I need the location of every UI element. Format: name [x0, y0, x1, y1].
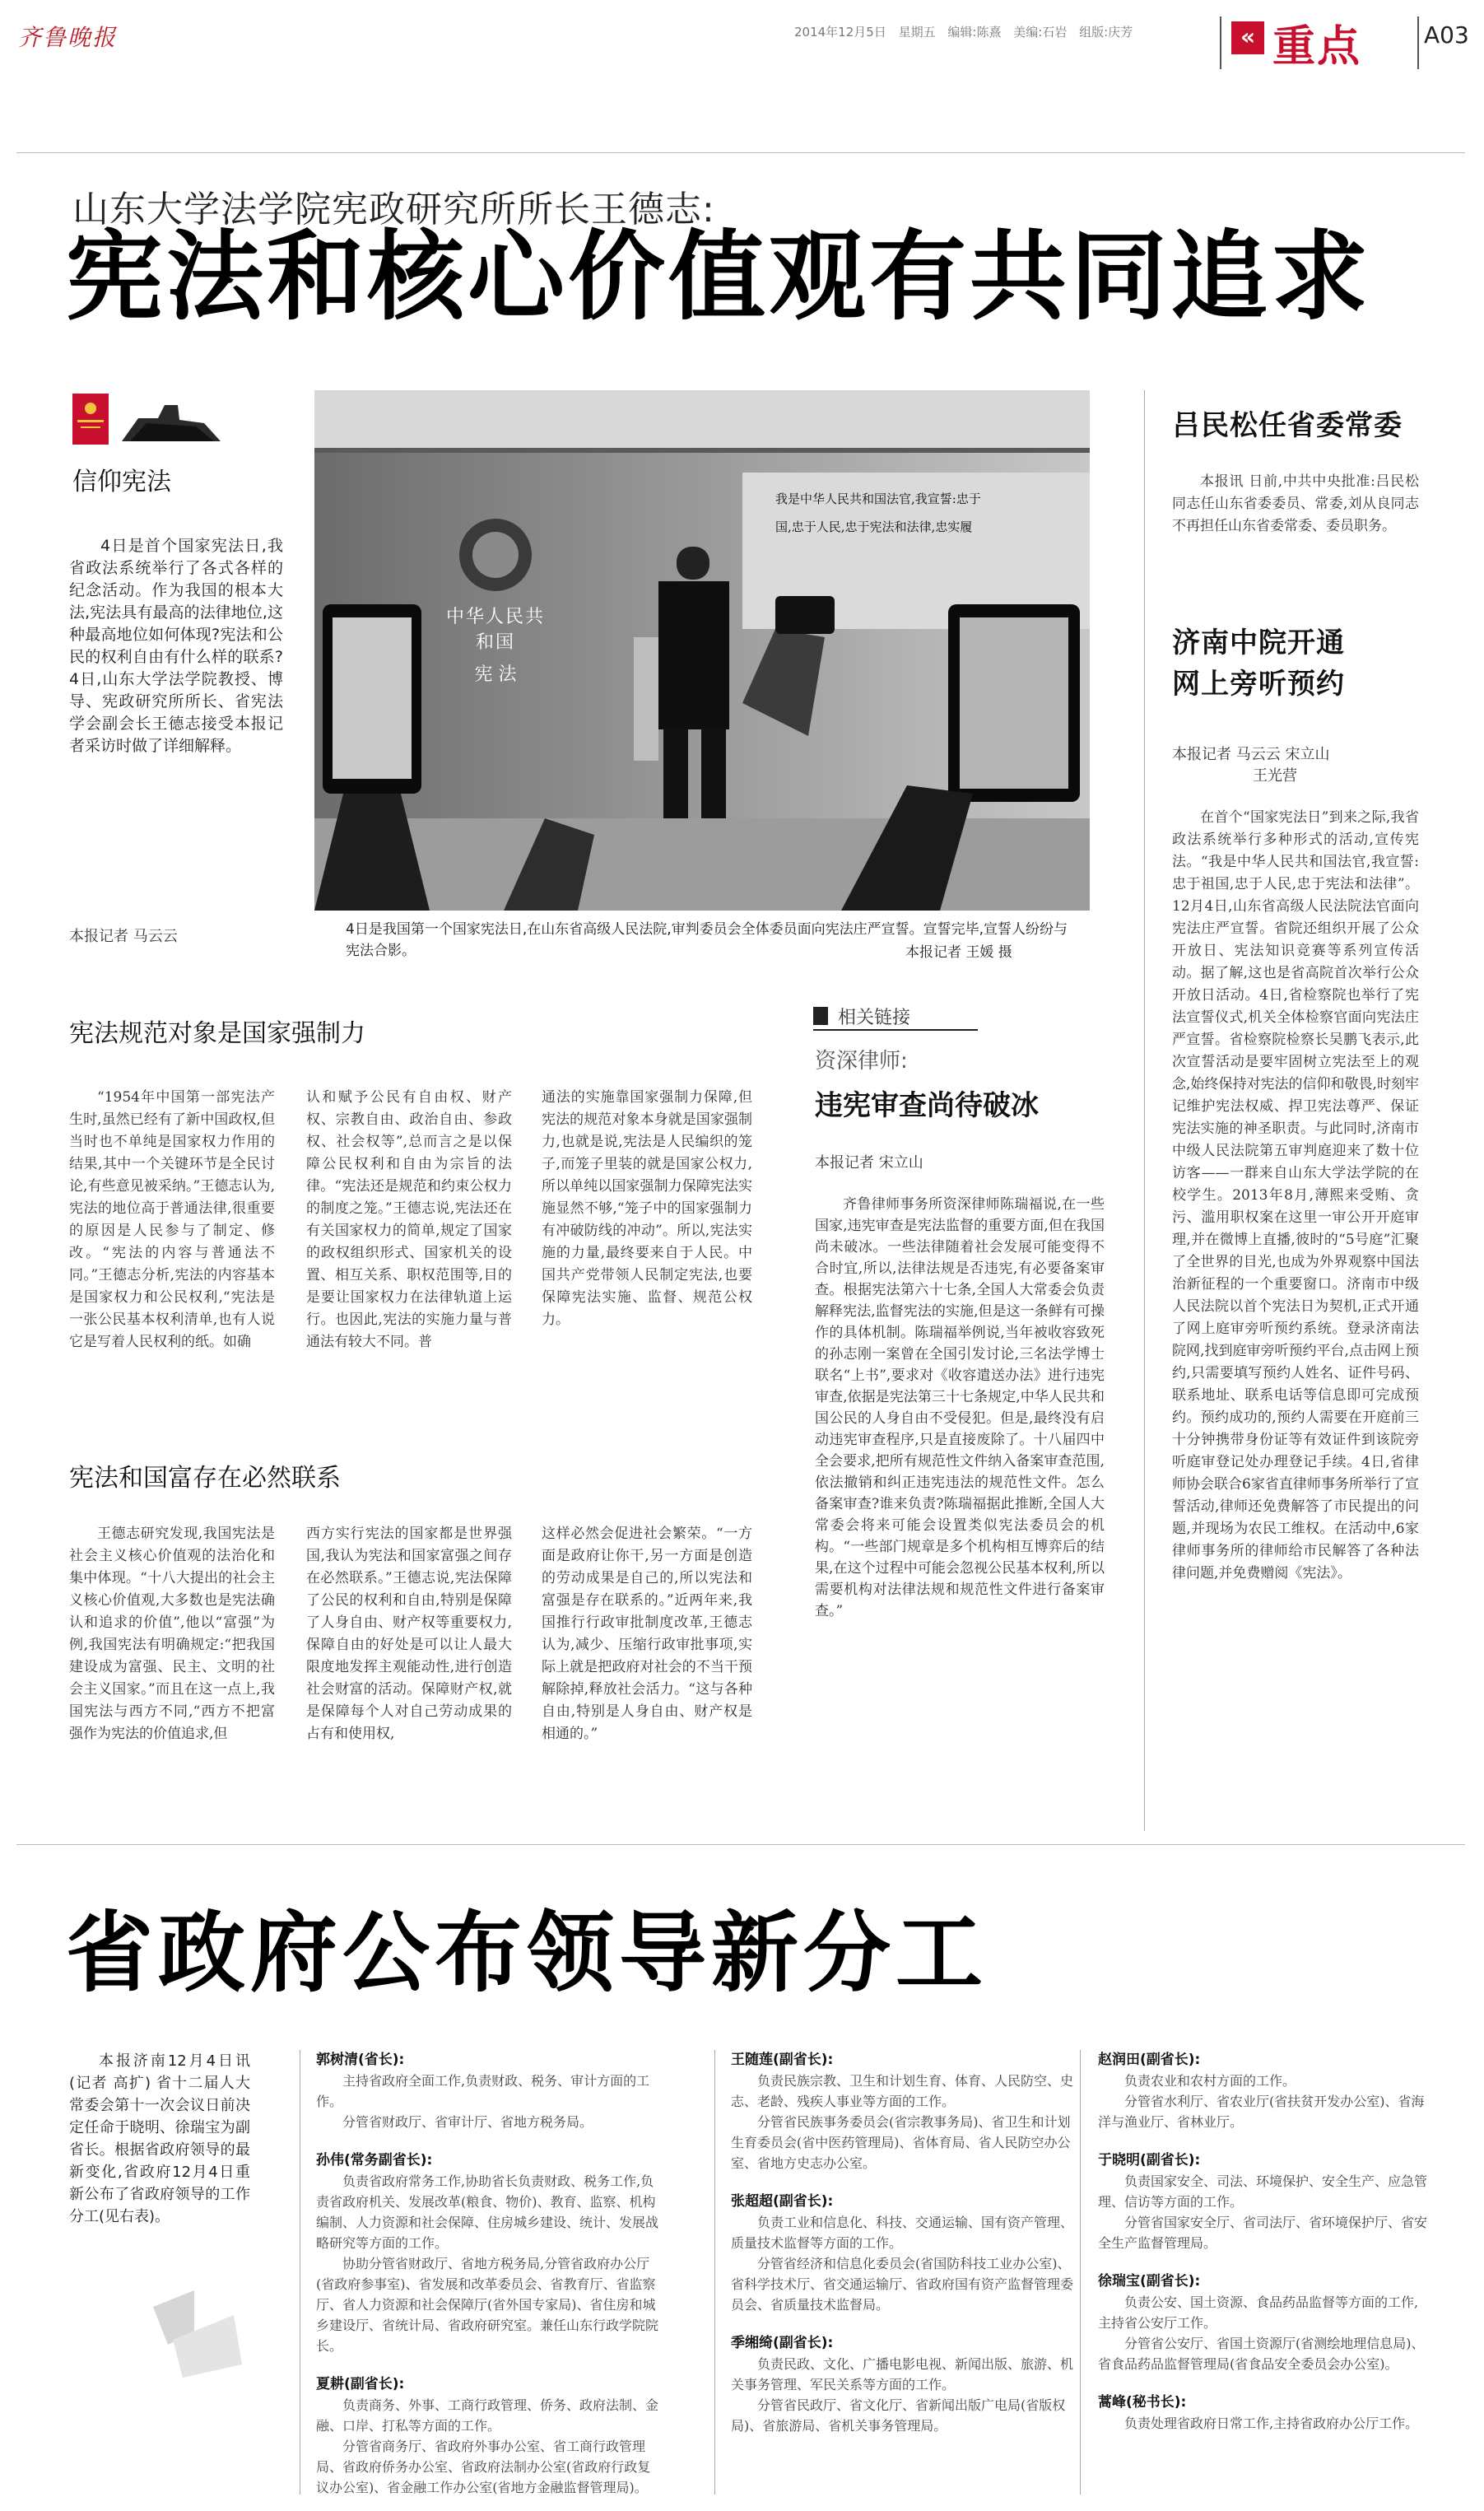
leader-offices: 分管省商务厅、省政府外事办公室、省工商行政管理局、省政府侨务办公室、省政府法制办公室(省政府行政复议办公室)、省金融工作办公室(省地方金融监督管理局)。	[316, 2439, 651, 2495]
column-divider	[1144, 390, 1145, 1831]
leader-entry	[731, 2050, 1077, 2173]
section1-title: 宪法规范对象是国家强制力	[69, 1019, 365, 1048]
quote-mark-icon	[145, 2282, 250, 2381]
photo-caption: 4日是我国第一个国家宪法日,在山东省高级人民法院,审判委员会全体委员面向宪法庄严宣誓。宣誓完毕,宣誓人纷纷与宪法合影。	[346, 921, 1068, 959]
leader-duty: 负责国家安全、司法、环境保护、安全生产、应急管理、信访等方面的工作。	[1098, 2173, 1428, 2210]
leader-entry	[1098, 2050, 1427, 2132]
leader-offices: 分管省水利厅、省农业厅(省扶贫开发办公室)、省海洋与渔业厅、省林业厅。	[1098, 2094, 1425, 2130]
photo-credit: 本报记者 王媛 摄	[905, 944, 1012, 961]
section1-col1: “1954年中国第一部宪法产生时,虽然已经有了新中国政权,但当时也不单纯是国家权力作用的结果,其中一个关键环节是全民讨论,有些意见被采纳。”王德志认为,宪法的地位高于普通法律,很重要的原因是人民参与了制定、修改。“宪法的内容与普通法不同。”王德志分析,宪法的内容基本是国家权力和公民权利,“宪法是一张公民基本权利清单,也有人说它是写着人民权利的纸。如确	[69, 1089, 275, 1350]
issue-info	[794, 23, 1133, 40]
leader-duty: 负责民族宗教、卫生和计划生育、体育、人民防空、史志、老龄、残疾人事业等方面的工作。	[731, 2073, 1074, 2109]
section2-title: 宪法和国富存在必然联系	[69, 1464, 341, 1493]
leader-entry	[1098, 2271, 1427, 2374]
leader-offices: 分管省经济和信息化委员会(省国防科技工业办公室)、省科学技术厅、省交通运输厅、省政府国有资产监督管理委员会、省质量技术监督局。	[731, 2256, 1074, 2313]
leader-entry	[1098, 2150, 1427, 2253]
news-photo	[314, 390, 1090, 911]
leader-entry	[316, 2150, 662, 2356]
section2-col1: 王德志研究发现,我国宪法是社会主义核心价值观的法治化和集中体现。“十八大提出的社会主义核心价值观,大多数也是宪法确认和追求的价值”,他以“富强”为例,我国宪法有明确规定:“把我国建设成为富强、民主、文明的社会主义国家。”而且在这一点上,我国宪法与西方不同,“西方不把富强作为宪法的价值追求,但	[69, 1526, 275, 1742]
issue-weekday: 星期五	[898, 25, 936, 40]
related-body: 齐鲁律师事务所资深律师陈瑞福说,在一些国家,违宪审查是宪法监督的重要方面,但在我国尚未破冰。一些法律随着社会发展可能变得不合时宜,所以,法律法规是否违宪,有必要备案审查。根据宪法第六十七条,全国人大常委会负责解释宪法,监督宪法的实施,但是这一条鲜有可操作的具体机制。陈瑞福举例说,当年被收容致死的孙志刚一案曾在全国引发讨论,三名法学博士联名“上书”,要求对《收容遣送办法》进行违宪审查,依据是宪法第三十七条规定,中华人民共和国公民的人身自由不受侵犯。但是,最终没有启动违宪审查程序,只是直接废除了。十八届四中全会要求,把所有规范性文件纳入备案审查范围,依法撤销和纠正违宪违法的规范性文件。怎么备案审查?谁来负责?陈瑞福据此推断,全国人大常委会将来可能会设置类似宪法委员会的机构。“一些部门规章是多个机构相互博弈后的结果,在这个过程中可能会忽视公民基本权利,所以需要机构对法律法规和规范性文件进行备案审查。”	[815, 1196, 1105, 1619]
story-byline-jinan-court-2: 王光营	[1253, 767, 1297, 785]
leader-duty: 负责农业和农村方面的工作。	[1124, 2073, 1296, 2089]
related-kicker: 资深律师:	[815, 1049, 908, 1074]
leader-offices: 分管省公安厅、省国土资源厅(省测绘地理信息局)、省食品药品监督管理局(省食品安全委员会办公室)。	[1098, 2336, 1425, 2372]
leader-entry	[731, 2333, 1077, 2436]
leader-name: 季缃绮(副省长):	[731, 2335, 834, 2351]
related-byline: 本报记者 宋立山	[815, 1154, 923, 1172]
leader-entry	[1098, 2392, 1427, 2434]
leaders-column-3	[1098, 2050, 1427, 2452]
leader-name: 徐瑞宝(副省长):	[1098, 2273, 1201, 2290]
leader-duty: 负责工业和信息化、科技、交通运输、国有资产管理、质量技术监督等方面的工作。	[731, 2215, 1074, 2251]
leader-duty: 主持省政府全面工作,负责财政、税务、审计方面的工作。	[316, 2073, 650, 2109]
story-byline-jinan-court: 本报记者 马云云 宋立山	[1172, 746, 1330, 763]
leader-name: 蒿峰(秘书长):	[1098, 2394, 1187, 2411]
leader-name: 赵润田(副省长):	[1098, 2052, 1201, 2068]
layout-credit: 组版:庆芳	[1079, 25, 1133, 40]
emblem-caption-1: 中华人民共和国	[445, 607, 545, 653]
editor-credit: 编辑:陈熹	[947, 25, 1002, 40]
section1-col3: 通法的实施靠国家强制力保障,但宪法的规范对象本身就是国家强制力,也就是说,宪法是人民编织的笼子,而笼子里装的就是国家公权力,所以单纯以国家强制力保障宪法实施显然不够,“笼子中的国家强制力有冲破防线的冲动”。所以,宪法实施的力量,最终要来自于人民。中国共产党带领人民制定宪法,也要保障宪法实施、监督、规范公权力。	[542, 1089, 752, 1328]
leader-duty: 负责处理省政府日常工作,主持省政府办公厅工作。	[1124, 2415, 1419, 2431]
leader-offices: 分管省国家安全厅、省司法厅、省环境保护厅、省安全生产监督管理局。	[1098, 2215, 1428, 2251]
section-name: 重点	[1272, 22, 1362, 72]
masthead-logo: 齐鲁晚报	[18, 24, 118, 51]
art-credit: 美编:石岩	[1013, 25, 1068, 40]
leader-duty: 负责省政府常务工作,协助省长负责财政、税务工作,负责省政府机关、发展改革(粮食、物价)、教育、监察、机构编制、人力资源和社会保障、住房城乡建设、统计、发展战略研究等方面的工作。	[316, 2173, 659, 2251]
story-body-lv-minsong: 本报讯 日前,中共中央批准:吕民松同志任山东省委委员、常委,刘从良同志不再担任山东省委常委、委员职务。	[1172, 473, 1419, 534]
section2-col2: 西方实行宪法的国家都是世界强国,我认为宪法和国家富强之间存在必然联系。”王德志说,宪法保障了公民的权利和自由,特别是保障了人身自由、财产权等重要权力,保障自由的好处是可以让人最大限度地发挥主观能动性,进行创造社会财富的活动。保障财产权,就是保障每个人对自己劳动成果的占有和使用权,	[306, 1526, 512, 1742]
header-divider	[1220, 16, 1221, 69]
leader-entry	[316, 2374, 662, 2498]
constitution-book-icon	[72, 390, 229, 466]
header-rule	[16, 152, 1465, 153]
main-headline: 宪法和核心价值观有共同追求	[66, 220, 1372, 333]
leader-offices: 分管省财政厅、省审计厅、省地方税务局。	[342, 2114, 593, 2130]
page-number: A03	[1424, 21, 1469, 49]
issue-date: 2014年12月5日	[794, 25, 886, 40]
screen-oath-line-1: 我是中华人民共和国法官,我宣誓:忠于	[775, 491, 981, 506]
emblem-caption-2: 宪 法	[474, 664, 517, 685]
division-headline: 省政府公布领导新分工	[66, 1903, 988, 2004]
leader-entry	[731, 2192, 1077, 2315]
leader-offices: 分管省民族事务委员会(省宗教事务局)、省卫生和计划生育委员会(省中医药管理局)、省体育局、省人民防空办公室、省地方史志办公室。	[731, 2114, 1071, 2171]
story-title-jinan-court-2: 网上旁听预约	[1172, 668, 1345, 701]
related-title: 违宪审查尚待破冰	[815, 1089, 1039, 1122]
story-title-lv-minsong: 吕民松任省委常委	[1172, 409, 1403, 442]
leader-name: 于晓明(副省长):	[1098, 2152, 1201, 2169]
leader-duty: 负责公安、国土资源、食品药品监督等方面的工作,主持省公安厅工作。	[1098, 2294, 1419, 2331]
section1-col2: 认和赋予公民有自由权、财产权、宗教自由、政治自由、参政权、社会权等”,总而言之是以保障公民权利和自由为宗旨的法律。“宪法还是规范和约束公权力的制度之笼。”王德志说,宪法还在有关国家权力的简单,规定了国家的政权组织形式、国家机关的设置、相互关系、职权范围等,目的是要让国家权力在法律轨道上运行。也因此,宪法的实施力量与普通法有较大不同。普	[306, 1089, 512, 1350]
related-link-tag: 相关链接	[813, 1004, 978, 1031]
leader-offices: 分管省民政厅、省文化厅、省新闻出版广电局(省版权局)、省旅游局、省机关事务管理局。	[731, 2397, 1066, 2434]
intro-title: 信仰宪法	[72, 468, 171, 496]
leader-divider-2	[714, 2050, 715, 2495]
leader-offices: 协助分管省财政厅、省地方税务局,分管省政府办公厅(省政府参事室)、省发展和改革委员会、省教育厅、省监察厅、省人力资源和社会保障厅(省外国专家局)、省住房和城乡建设厅、省统计局、省政府研究室。兼任山东行政学院院长。	[316, 2256, 659, 2354]
story-title-jinan-court-1: 济南中院开通	[1172, 627, 1345, 659]
leaders-column-2	[731, 2050, 1077, 2454]
court-oath-photo	[314, 390, 1090, 911]
section2-col3: 这样必然会促进社会繁荣。“一方面是政府让你干,另一方面是创造的劳动成果是自己的,所以宪法和富强是存在联系的。”近两年来,我国推行行政审批制度改革,王德志认为,减少、压缩行政审批事项,实际上就是把政府对社会的不当干预解除掉,释放社会活力。“这与各种自由,特别是人身自由、财产权是相通的。”	[542, 1526, 752, 1742]
leader-name: 夏耕(副省长):	[316, 2376, 405, 2392]
leader-duty: 负责民政、文化、广播电影电视、新闻出版、旅游、机关事务管理、军民关系等方面的工作。	[731, 2356, 1074, 2392]
leader-entry	[316, 2050, 662, 2132]
screen-oath-line-2: 国,忠于人民,忠于宪法和法律,忠实履	[775, 519, 973, 534]
leader-name: 张超超(副省长):	[731, 2193, 834, 2210]
intro-paragraph: 4日是首个国家宪法日,我省政法系统举行了各式各样的纪念活动。作为我国的根本大法,宪法具有最高的法律地位,这种最高地位如何体现?宪法和公民的权利自由有什么样的联系?4日,山东大学法学院教授、博导、宪政研究所所长、省宪法学会副会长王德志接受本报记者采访时做了详细解释。	[69, 537, 283, 755]
division-intro: 本报济南12月4日讯(记者 高扩) 省十二届人大常委会第十一次会议日前决定任命于晓明、徐瑞宝为副省长。根据省政府领导的最新变化,省政府12月4日重新公布了省政府领导的工作分工(见右表)。	[69, 2052, 250, 2225]
leader-name: 孙伟(常务副省长):	[316, 2152, 433, 2169]
article-byline: 本报记者 马云云	[69, 928, 178, 945]
headline-kicker: 山东大学法学院宪政研究所所长王德志:	[72, 189, 715, 231]
leader-name: 郭树清(省长):	[316, 2052, 405, 2068]
header-divider-2	[1417, 16, 1419, 69]
leaders-column-1	[316, 2050, 662, 2511]
section-chevron-icon: «	[1231, 21, 1264, 54]
leader-divider-3	[1080, 2050, 1081, 2495]
leader-name: 王随莲(副省长):	[731, 2052, 834, 2068]
section-rule	[16, 1844, 1465, 1845]
story-body-jinan-court: 在首个“国家宪法日”到来之际,我省政法系统举行多种形式的活动,宣传宪法。“我是中华人民共和国法官,我宣誓:忠于祖国,忠于人民,忠于宪法和法律”。12月4日,山东省高级人民法院法官面向宪法庄严宣誓。省院还组织开展了公众开放日、宪法知识竞赛等系列宣传活动。据了解,这也是省高院首次举行公众开放日活动。4日,省检察院也举行了宪法宣誓仪式,机关全体检察官面向宪法庄严宣誓。省检察院检察长吴鹏飞表示,此次宣誓活动是要牢固树立宪法至上的观念,始终保持对宪法的信仰和敬畏,时刻牢记维护宪法权威、捍卫宪法尊严、保证宪法实施的神圣职责。与此同时,济南市中级人民法院第五审判庭迎来了数十位访客——一群来自山东大学法学院的在校学生。2013年8月,薄熙来受贿、贪污、滥用职权案在这里一审公开开庭审理,并在微博上直播,彼时的“5号庭”汇聚了全世界的目光,也成为外界观察中国法治新征程的一个重要窗口。济南市中级人民法院以首个宪法日为契机,正式开通了网上庭审旁听预约系统。登录济南法院网,找到庭审旁听预约平台,点击网上预约,只需要填写预约人姓名、证件号码、联系地址、联系电话等信息即可完成预约。预约成功的,预约人需要在开庭前三十分钟携带身份证等有效证件到该院旁听庭审登记处办理登记手续。4日,省律师协会联合6家省直律师事务所举行了宣誓活动,律师还免费解答了市民提出的问题,并现场为农民工维权。在活动中,6家律师事务所的律师给市民解答了各种法律问题,并免费赠阅《宪法》。	[1172, 809, 1419, 1582]
leader-duty: 负责商务、外事、工商行政管理、侨务、政府法制、金融、口岸、打私等方面的工作。	[316, 2397, 659, 2434]
